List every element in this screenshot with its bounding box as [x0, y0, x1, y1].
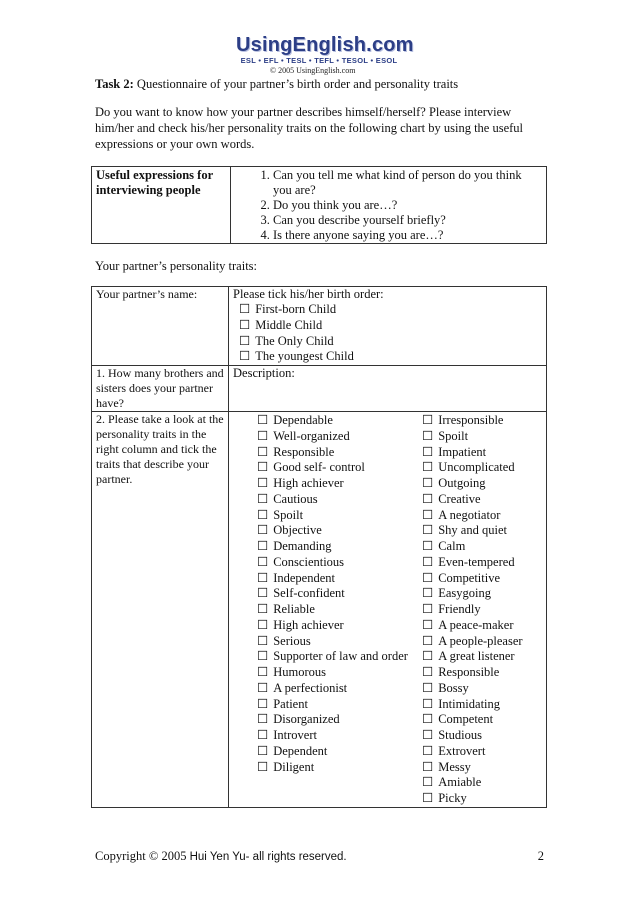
trait-checkbox-item[interactable]: ☐ A people-pleaser	[422, 634, 523, 650]
birth-order-cell	[229, 287, 547, 366]
trait-checkbox-item[interactable]: ☐ Serious	[257, 634, 412, 650]
trait-checkbox-item[interactable]: ☐ Competitive	[422, 571, 523, 587]
task-title-text: Questionnaire of your partner’s birth order and personality traits	[136, 77, 459, 91]
trait-checkbox-item[interactable]: ☐ Well-organized	[257, 429, 412, 445]
trait-checkbox-item[interactable]: ☐ Studious	[422, 728, 523, 744]
trait-checkbox-item[interactable]: ☐ Disorganized	[257, 712, 412, 728]
trait-checkbox-item[interactable]: ☐ Patient	[257, 697, 412, 713]
birth-order-option[interactable]: ☐ Middle Child	[239, 318, 542, 334]
trait-checkbox-item[interactable]: ☐ Shy and quiet	[422, 523, 523, 539]
trait-checkbox-item[interactable]: ☐ Responsible	[422, 665, 523, 681]
trait-checkbox-item[interactable]: ☐ Calm	[422, 539, 523, 555]
expressions-list	[235, 168, 542, 243]
logo-name: UsingEnglish.com	[236, 34, 414, 56]
trait-checkbox-item[interactable]: ☐ Friendly	[422, 602, 523, 618]
trait-checkbox-item[interactable]: ☐ Bossy	[422, 681, 523, 697]
trait-checkbox-item[interactable]: ☐ Easygoing	[422, 586, 523, 602]
trait-checkbox-item[interactable]: ☐ Creative	[422, 492, 523, 508]
trait-checkbox-item[interactable]: ☐ A peace-maker	[422, 618, 523, 634]
logo-copyright: © 2005 UsingEnglish.com	[270, 66, 356, 75]
expressions-list-cell	[231, 167, 547, 244]
page-number: 2	[537, 849, 544, 863]
trait-checkbox-item[interactable]: ☐ Supporter of law and order	[257, 649, 412, 665]
logo-tagline: ESL • EFL • TESL • TEFL • TESOL • ESOL	[240, 56, 398, 65]
trait-checkbox-item[interactable]: ☐ Cautious	[257, 492, 412, 508]
trait-checkbox-item[interactable]: ☐ Introvert	[257, 728, 412, 744]
expressions-label: Useful expressions for interviewing people	[92, 167, 231, 244]
expression-item: 4. Is there anyone saying you are…?	[273, 228, 542, 243]
footer	[95, 849, 544, 864]
trait-checkbox-item[interactable]: ☐ Dependable	[257, 413, 412, 429]
birth-order-prompt: Please tick his/her birth order:	[233, 287, 384, 301]
trait-checkbox-item[interactable]: ☐ High achiever	[257, 476, 412, 492]
footer-copyright-prefix: Copyright © 2005	[95, 849, 187, 863]
description-cell[interactable]	[229, 366, 547, 412]
traits-instruction: 2. Please take a look at the personality traits in the right column and tick the traits that describe your partner.	[92, 412, 229, 808]
expression-item: 3. Can you describe yourself briefly?	[273, 213, 542, 228]
traits-columns	[233, 412, 542, 807]
trait-checkbox-item[interactable]: ☐ Reliable	[257, 602, 412, 618]
personality-chart	[91, 286, 547, 808]
intro-paragraph: Do you want to know how your partner describes himself/herself? Please interview him/her and check his/her personality traits on the following chart by using the useful expressions or your own words.	[95, 105, 524, 151]
trait-checkbox-item[interactable]: ☐ Spoilt	[257, 508, 412, 524]
trait-checkbox-item[interactable]: ☐ Competent	[422, 712, 523, 728]
trait-checkbox-item[interactable]: ☐ A negotiator	[422, 508, 523, 524]
birth-order-option[interactable]: ☐ The youngest Child	[239, 349, 542, 365]
trait-checkbox-item[interactable]: ☐ Outgoing	[422, 476, 523, 492]
trait-checkbox-item[interactable]: ☐ Even-tempered	[422, 555, 523, 571]
trait-checkbox-item[interactable]: ☐ A great listener	[422, 649, 523, 665]
traits-cell	[229, 412, 547, 808]
logo	[236, 34, 414, 65]
expressions-table	[91, 166, 547, 244]
trait-checkbox-item[interactable]: ☐ Dependent	[257, 744, 412, 760]
trait-checkbox-item[interactable]: ☐ Objective	[257, 523, 412, 539]
footer-copyright	[95, 849, 347, 864]
trait-checkbox-item[interactable]: ☐ A perfectionist	[257, 681, 412, 697]
birth-order-options	[233, 302, 542, 365]
trait-checkbox-item[interactable]: ☐ Diligent	[257, 760, 412, 776]
trait-checkbox-item[interactable]: ☐ Intimidating	[422, 697, 523, 713]
trait-checkbox-item[interactable]: ☐ High achiever	[257, 618, 412, 634]
trait-checkbox-item[interactable]: ☐ Picky	[422, 791, 523, 807]
description-label: Description:	[233, 366, 295, 381]
trait-checkbox-item[interactable]: ☐ Uncomplicated	[422, 460, 523, 476]
trait-checkbox-item[interactable]: ☐ Conscientious	[257, 555, 412, 571]
task-title	[95, 77, 458, 92]
trait-checkbox-item[interactable]: ☐ Impatient	[422, 445, 523, 461]
trait-checkbox-item[interactable]: ☐ Amiable	[422, 775, 523, 791]
name-label: Your partner’s name:	[92, 287, 229, 366]
siblings-question: 1. How many brothers and sisters does your partner have?	[92, 366, 229, 412]
task-label: Task 2:	[95, 77, 134, 91]
trait-checkbox-item[interactable]: ☐ Good self- control	[257, 460, 412, 476]
trait-checkbox-item[interactable]: ☐ Irresponsible	[422, 413, 523, 429]
expression-item: 2. Do you think you are…?	[273, 198, 542, 213]
trait-checkbox-item[interactable]: ☐ Spoilt	[422, 429, 523, 445]
trait-checkbox-item[interactable]: ☐ Messy	[422, 760, 523, 776]
partner-heading: Your partner’s personality traits:	[95, 259, 258, 273]
footer-copyright-owner: Hui Yen Yu- all rights reserved.	[189, 851, 347, 863]
traits-column-right	[412, 413, 523, 807]
trait-checkbox-item[interactable]: ☐ Extrovert	[422, 744, 523, 760]
trait-checkbox-item[interactable]: ☐ Demanding	[257, 539, 412, 555]
trait-checkbox-item[interactable]: ☐ Responsible	[257, 445, 412, 461]
traits-column-left	[233, 413, 412, 807]
trait-checkbox-item[interactable]: ☐ Humorous	[257, 665, 412, 681]
trait-checkbox-item[interactable]: ☐ Self-confident	[257, 586, 412, 602]
birth-order-option[interactable]: ☐ First-born Child	[239, 302, 542, 318]
expression-item: 1. Can you tell me what kind of person do you think you are?	[273, 168, 542, 198]
birth-order-option[interactable]: ☐ The Only Child	[239, 334, 542, 350]
trait-checkbox-item[interactable]: ☐ Independent	[257, 571, 412, 587]
